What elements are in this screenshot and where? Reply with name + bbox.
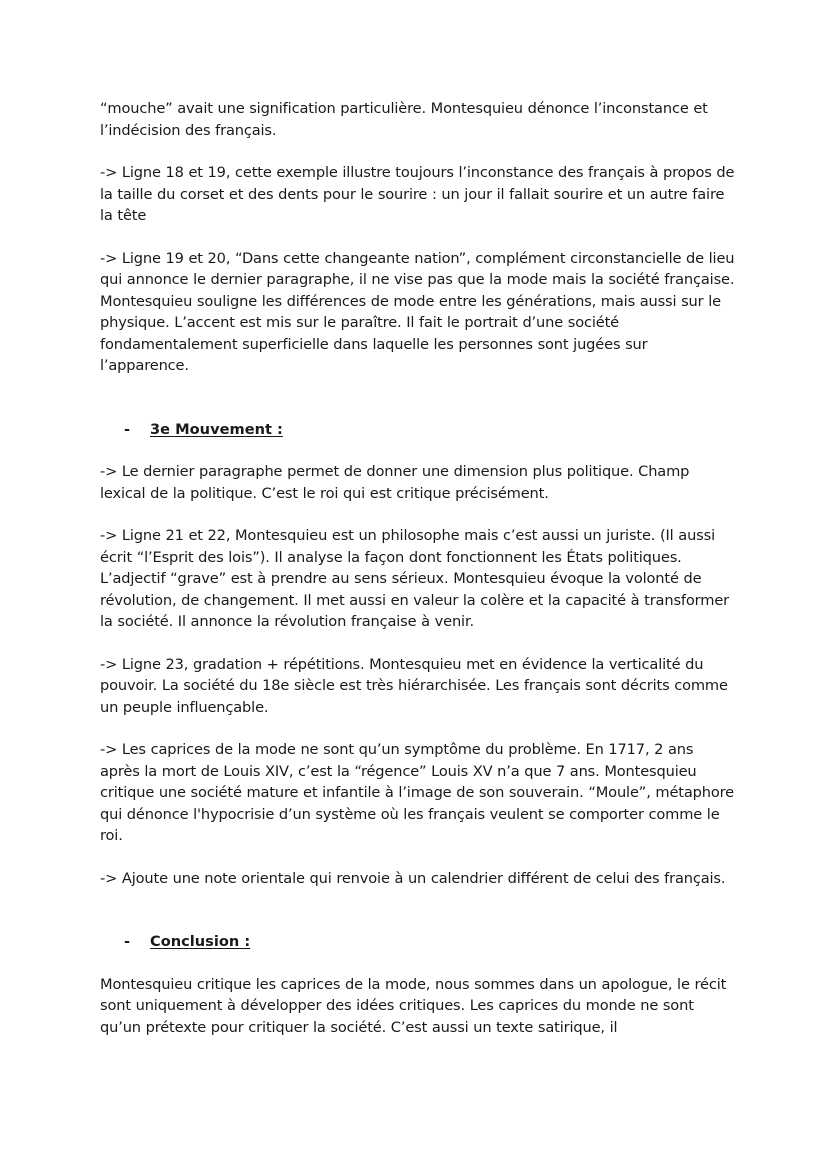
paragraph-ligne-19-20: -> Ligne 19 et 20, “Dans cette changeante nation”, complément circonstancielle de lieu qui annonce le dernier paragraphe, il ne vise pas que la mode mais la société française. Montesquieu souligne les différences de mode entre les générations, mais aussi sur le physique. L’accent est mis sur le paraître. Il fait le portrait d’une société fondamentalement superficielle dans laquelle les personnes sont jugées sur l’apparence. <box>100 249 735 374</box>
spacer <box>100 377 736 419</box>
paragraph-conclusion: Montesquieu critique les caprices de la mode, nous sommes dans un apologue, le récit sont uniquement à développer des idées critiques. Les caprices du monde ne sont qu’un prétexte pour critiquer la société. C’est aussi un texte satirique, il <box>100 975 727 1036</box>
paragraph-ligne-23: -> Ligne 23, gradation + répétitions. Montesquieu met en évidence la verticalité du pouvoir. La société du 18e siècle est très hiérarchisée. Les français sont décrits comme un peuple influençable. <box>100 655 728 716</box>
spacer <box>100 504 736 525</box>
section-heading-3e-mouvement <box>124 419 736 441</box>
spacer <box>100 633 736 654</box>
spacer <box>100 847 736 868</box>
spacer <box>100 953 736 974</box>
spacer <box>100 440 736 461</box>
spacer <box>100 227 736 248</box>
section-heading-conclusion <box>124 931 736 953</box>
spacer <box>100 141 736 162</box>
document-body <box>100 98 736 1038</box>
section-title: Conclusion : <box>150 933 251 950</box>
paragraph-caprices-mode: -> Les caprices de la mode ne sont qu’un symptôme du problème. En 1717, 2 ans après la mort de Louis XIV, c’est la “régence” Louis XV n’a que 7 ans. Montesquieu critique une société mature et infantile à l’image de son souverain. “Moule”, métaphore qui dénonce l'hypocrisie d’un système où les français veulent se comporter comme le roi. <box>100 741 734 844</box>
section-title: 3e Mouvement : <box>150 420 283 438</box>
paragraph-ligne-21-22: -> Ligne 21 et 22, Montesquieu est un philosophe mais c’est aussi un juriste. (Il aussi écrit “l’Esprit des lois”). Il analyse la façon dont fonctionnent les États politiques. L’adjectif “grave” est à prendre au sens sérieux. Montesquieu évoque la volonté de révolution, de changement. Il met aussi en valeur la colère et la capacité à transformer la société. Il annonce la révolution française à venir. <box>100 527 729 630</box>
paragraph-mouche: “mouche” avait une signification particulière. Montesquieu dénonce l’inconstance et l’indécision des français. <box>100 100 708 139</box>
paragraph-note-orientale: -> Ajoute une note orientale qui renvoie à un calendrier différent de celui des français. <box>100 869 726 887</box>
spacer <box>100 718 736 739</box>
paragraph-ligne-18-19: -> Ligne 18 et 19, cette exemple illustre toujours l’inconstance des français à propos de la taille du corset et des dents pour le sourire : un jour il fallait sourire et un autre faire la tête <box>100 164 735 224</box>
bullet-dash: - <box>124 420 131 438</box>
paragraph-dimension-politique: -> Le dernier paragraphe permet de donner une dimension plus politique. Champ lexical de la politique. C’est le roi qui est critique précisément. <box>100 463 690 502</box>
bullet-dash: - <box>124 933 131 950</box>
spacer <box>100 889 736 931</box>
